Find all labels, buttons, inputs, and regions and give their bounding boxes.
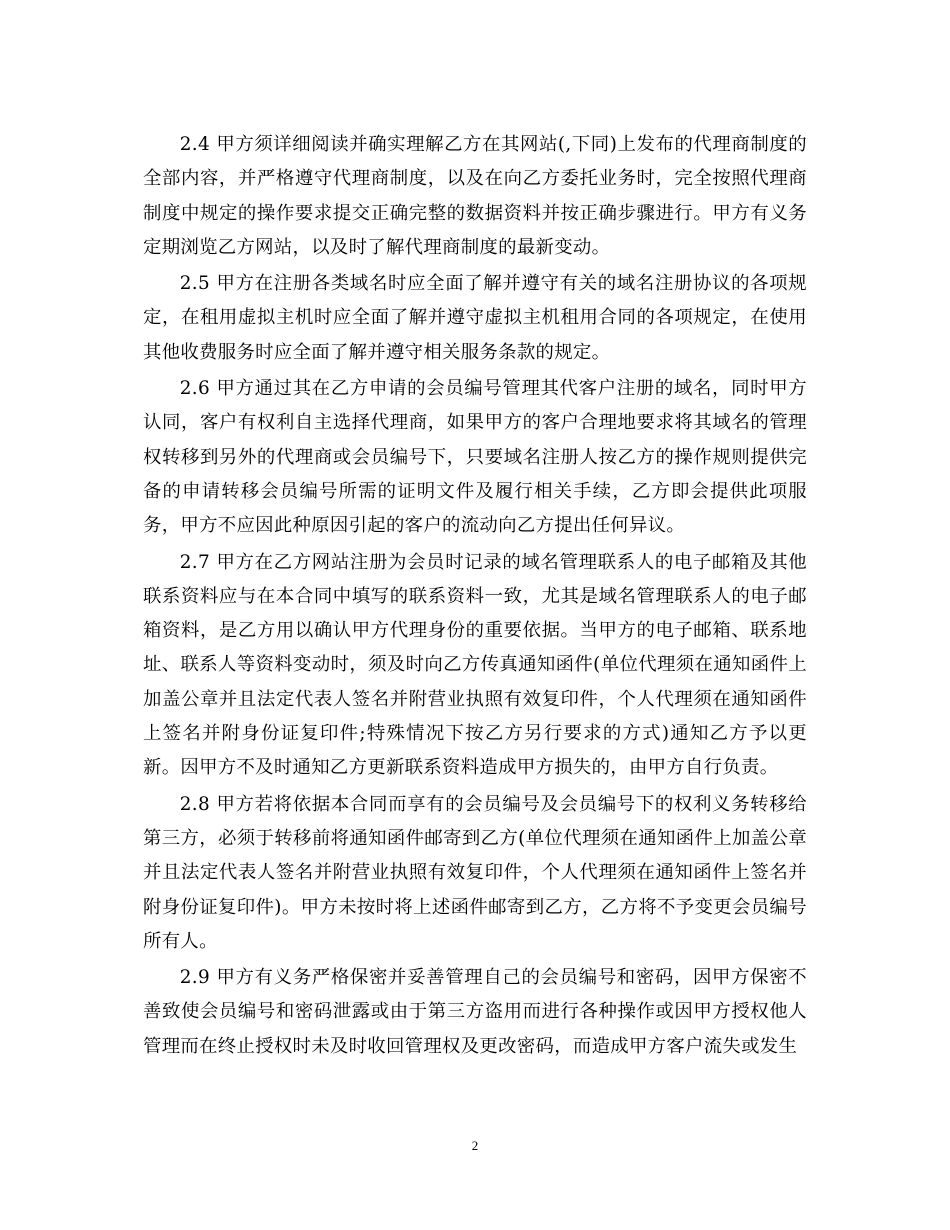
document-body (143, 128, 807, 1066)
clause-2-8: 2.8 甲方若将依据本合同而享有的会员编号及会员编号下的权利义务转移给第三方，必须于转移前将通知函件邮寄到乙方(单位代理须在通知函件上加盖公章并且法定代表人签名并附营业执照有效复印件，个人代理须在通知函件上签名并附身份证复印件)。甲方未按时将上述函件邮寄到乙方，乙方将不予变更会员编号所有人。 (143, 793, 807, 952)
clause-2-9: 2.9 甲方有义务严格保密并妥善管理自己的会员编号和密码，因甲方保密不善致使会员编号和密码泄露或由于第三方盗用而进行各种操作或因甲方授权他人管理而在终止授权时未及时收回管理权及更改密码，而造成甲方客户流失或发生 (143, 967, 807, 1057)
clause-2-7: 2.7 甲方在乙方网站注册为会员时记录的域名管理联系人的电子邮箱及其他联系资料应与在本合同中填写的联系资料一致，尤其是域名管理联系人的电子邮箱资料，是乙方用以确认甲方代理身份的重要依据。当甲方的电子邮箱、联系地址、联系人等资料变动时，须及时向乙方传真通知函件(单位代理须在通知函件上加盖公章并且法定代表人签名并附营业执照有效复印件，个人代理须在通知函件上签名并附身份证复印件;特殊情况下按乙方另行要求的方式)通知乙方予以更新。因甲方不及时通知乙方更新联系资料造成甲方损失的，由甲方自行负责。 (143, 551, 807, 779)
clause-2-6: 2.6 甲方通过其在乙方申请的会员编号管理其代客户注册的域名，同时甲方认同，客户有权利自主选择代理商，如果甲方的客户合理地要求将其域名的管理权转移到另外的代理商或会员编号下，只要域名注册人按乙方的操作规则提供完备的申请转移会员编号所需的证明文件及履行相关手续，乙方即会提供此项服务，甲方不应因此种原因引起的客户的流动向乙方提出任何异议。 (143, 378, 807, 537)
clause-2-4: 2.4 甲方须详细阅读并确实理解乙方在其网站(,下同)上发布的代理商制度的全部内容，并严格遵守代理商制度，以及在向乙方委托业务时，完全按照代理商制度中规定的操作要求提交正确完整的数据资料并按正确步骤进行。甲方有义务定期浏览乙方网站，以及时了解代理商制度的最新变动。 (143, 134, 807, 258)
clause-2-5: 2.5 甲方在注册各类域名时应全面了解并遵守有关的域名注册协议的各项规定，在租用虚拟主机时应全面了解并遵守虚拟主机租用合同的各项规定，在使用其他收费服务时应全面了解并遵守相关服务条款的规定。 (143, 273, 807, 363)
page-number: 2 (471, 1138, 479, 1153)
